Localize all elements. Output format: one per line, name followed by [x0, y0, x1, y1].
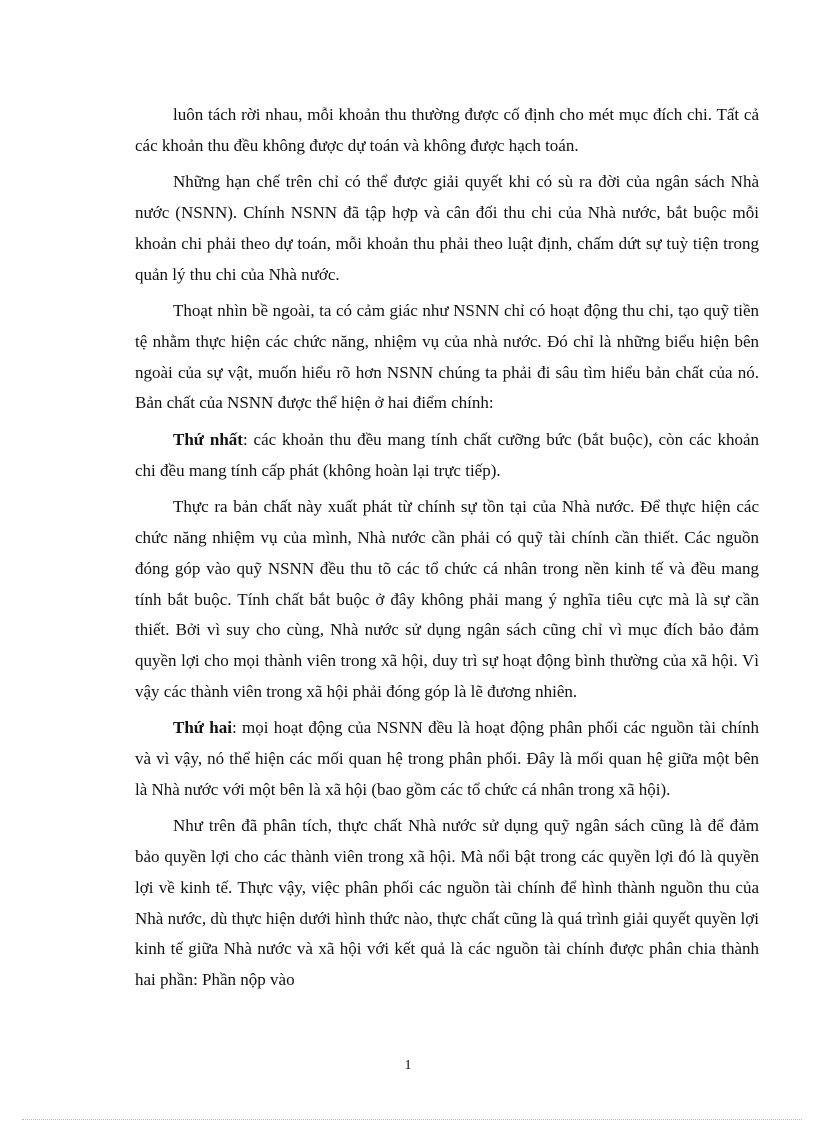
- body-text: [135, 100, 759, 1002]
- paragraph-7-text: Như trên đã phân tích, thực chất Nhà nước sử dụng quỹ ngân sách cũng là để đảm bảo quyền lợi cho các thành viên trong xã hội. Mà nổi bật trong các quyền lợi đó là quyền lợi về kinh tế. Thực vậy, việc phân phối các nguồn tài chính để hình thành nguồn thu của Nhà nước, dù thực hiện dưới hình thức nào, thực chất cũng là quá trình giải quyết quyền lợi kinh tế giữa Nhà nước và xã hội với kết quả là các nguồn tài chính được phân chia thành hai phần: Phần nộp vào: [135, 816, 759, 989]
- paragraph-2: [135, 167, 759, 290]
- page-number: 1: [404, 1058, 412, 1073]
- footer-divider: [22, 1119, 802, 1120]
- paragraph-6-text: : mọi hoạt động của NSNN đều là hoạt động phân phối các nguồn tài chính và vì vậy, nó thể hiện các mối quan hệ trong phân phối. Đây là mối quan hệ giữa một bên là Nhà nước với một bên là xã hội (bao gồm các tổ chức cá nhân trong xã hội).: [135, 718, 759, 799]
- paragraph-6: [135, 713, 759, 805]
- paragraph-4: [135, 425, 759, 486]
- paragraph-1-text: luôn tách rời nhau, mỗi khoản thu thường được cố định cho mét mục đích chi. Tất cả các khoản thu đều không được dự toán và không được hạch toán.: [135, 105, 759, 155]
- paragraph-4-lead: Thứ nhất: [173, 430, 243, 450]
- paragraph-7: [135, 811, 759, 995]
- paragraph-1: [135, 100, 759, 161]
- paragraph-3-text: Thoạt nhìn bề ngoài, ta có cảm giác như NSNN chỉ có hoạt động thu chi, tạo quỹ tiền tệ nhằm thực hiện các chức năng, nhiệm vụ của nhà nước. Đó chỉ là những biểu hiện bên ngoài của sự vật, muốn hiểu rõ hơn NSNN chúng ta phải đi sâu tìm hiểu bản chất của nó. Bản chất của NSNN được thể hiện ở hai điểm chính:: [135, 301, 759, 413]
- paragraph-5-text: Thực ra bản chất này xuất phát từ chính sự tồn tại của Nhà nước. Để thực hiện các chức năng nhiệm vụ của mình, Nhà nước cần phải có quỹ tài chính cần thiết. Các nguồn đóng góp vào quỹ NSNN đều thu tõ các tổ chức cá nhân trong nền kinh tế và đều mang tính bắt buộc. Tính chất bắt buộc ở đây không phải mang ý nghĩa tiêu cực mà là sự cần thiết. Bởi vì suy cho cùng, Nhà nước sử dụng ngân sách cũng chỉ vì mục đích bảo đảm quyền lợi cho mọi thành viên trong xã hội, duy trì sự hoạt động bình thường của xã hội. Vì vậy các thành viên trong xã hội phải đóng góp là lẽ đương nhiên.: [135, 497, 759, 701]
- paragraph-2-text: Những hạn chế trên chỉ có thể được giải quyết khi có sù ra đời của ngân sách Nhà nước (NSNN). Chính NSNN đã tập hợp và cân đối thu chi của Nhà nước, bắt buộc mỗi khoản chi phải theo dự toán, mỗi khoản thu phải theo luật định, chấm dứt sự tuỳ tiện trong quản lý thu chi của Nhà nước.: [135, 172, 759, 284]
- paragraph-3: [135, 296, 759, 419]
- paragraph-6-lead: Thứ hai: [173, 718, 232, 738]
- paragraph-4-text: : các khoản thu đều mang tính chất cưỡng bức (bắt buộc), còn các khoản chi đều mang tính cấp phát (không hoàn lại trực tiếp).: [135, 430, 759, 480]
- paragraph-5: [135, 492, 759, 707]
